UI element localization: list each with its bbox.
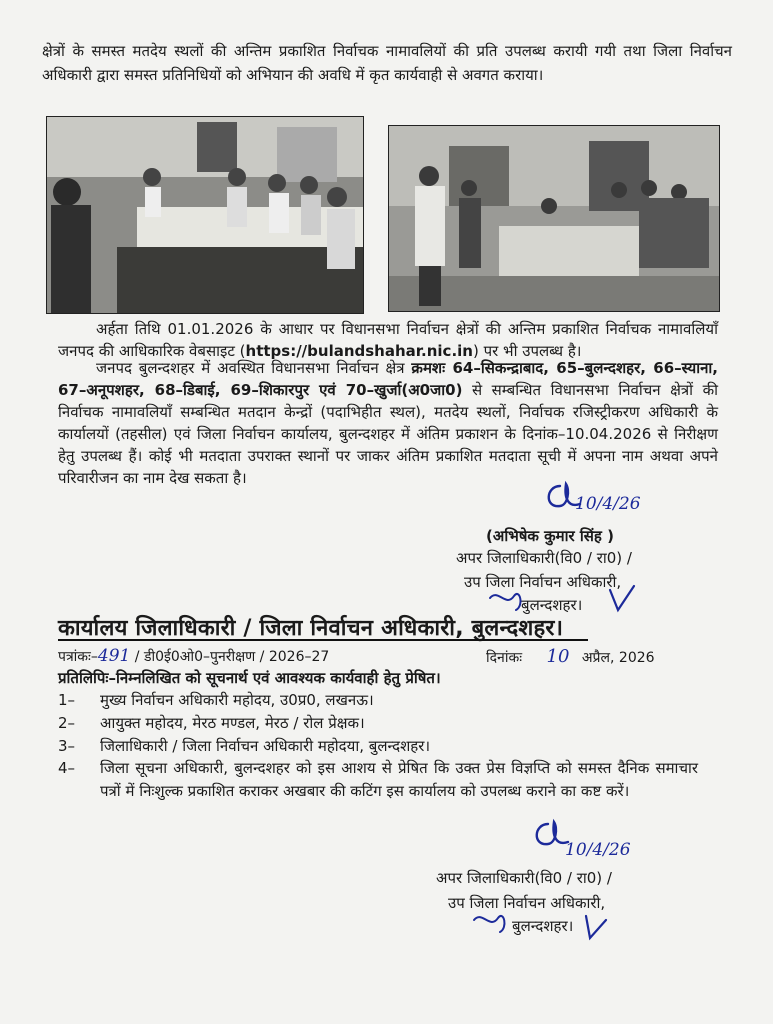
office-heading: कार्यालय जिलाधिकारी / जिला निर्वाचन अधिकारी, बुलन्दशहर।: [58, 616, 564, 641]
letter-number-label: पत्रांकः–: [58, 649, 98, 665]
signatory-place: बुलन्दशहर।: [521, 596, 583, 614]
letter-date: [486, 646, 655, 667]
signature-date-1: 10/4/26: [575, 494, 641, 514]
letter-date-label: दिनांकः: [486, 650, 523, 666]
intro-paragraph: क्षेत्रों के समस्त मतदेय स्थलों की अन्तिम प्रकाशित निर्वाचक नामावलियों की प्रति उपलब्ध करायी गयी तथा जिला निर्वाचन अधिकारी द्वारा समस्त प्रतिनिधियों को अभियान की अवधि में कृत कार्यवाही से अवगत कराया।: [42, 42, 732, 84]
constituency-list: क्रमशः 64–सिकन्द्राबाद, 65–बुलन्दशहर, 66–स्याना, 67–अनूपशहर, 68–डिबाई, 69–शिकारपुर एवं 70–खुर्जा(अ0जा0): [58, 359, 718, 399]
website-paragraph: [58, 318, 718, 362]
constituency-text-after: से सम्बन्धित विधानसभा निर्वाचन क्षेत्रों की निर्वाचक नामावलियाँ सम्बन्धित मतदान केन्द्रों (पदाभिहीत स्थल), मतदेय स्थलों, निर्वाचक रजिस्ट्रीकरण अधिकारी के कार्यालयों (तहसील) एवं जिला निर्वाचन कार्यालय, बुलन्दशहर में अंतिम प्रकाशन के दिनांक–10.04.2026 से निरीक्षण हेतु उपलब्ध हैं। कोई भी मतदाता उपराक्त स्थानों पर जाकर अंतिम प्रकाशित मतदाता सूची में अपना नाम अथवा अपने परिवारीजन का नाम देख सकता है।: [58, 381, 718, 487]
signatory-designation-2: उप जिला निर्वाचन अधिकारी,: [464, 573, 622, 591]
website-text-before: अर्हता तिथि 01.01.2026 के आधार पर विधानसभा निर्वाचन क्षेत्रों की अन्तिम प्रकाशित निर्वाचक नामावलियाँ जनपद की आधिकारिक वेबसाइट (: [58, 320, 718, 360]
copy-list-number: 1–: [58, 691, 76, 709]
meeting-photo-icon: [47, 117, 363, 313]
copy-list-number: 2–: [58, 714, 76, 732]
signatory-designation-1: अपर जिलाधिकारी(वि0 / रा0) /: [456, 549, 632, 567]
letter-number: [58, 646, 329, 666]
website-text-after: ) पर भी उपलब्ध है।: [472, 342, 582, 360]
copy-list-number: 4–: [58, 759, 76, 777]
signature-date-2: 10/4/26: [565, 840, 631, 860]
meeting-photo-left: [46, 116, 364, 314]
copy-heading: प्रतिलिपिः–निम्नलिखित को सूचनार्थ एवं आवश्यक कार्यवाही हेतु प्रेषित।: [58, 669, 441, 687]
copy-list-text: जिला सूचना अधिकारी, बुलन्दशहर को इस आशय से प्रेषित कि उक्त प्रेस विज्ञप्ति को समस्त दैनिक समाचार पत्रों में निःशुल्क प्रकाशित कराकर अखबार की कटिंग इस कार्यालय को उपलब्ध कराने का कष्ट करें।: [100, 759, 698, 800]
copy-list-item: [58, 735, 698, 757]
copy-list-text: आयुक्त महोदय, मेरठ मण्डल, मेरठ / रोल प्रेक्षक।: [100, 714, 365, 732]
constituency-paragraph: [58, 357, 718, 489]
meeting-photo-right: [388, 125, 720, 312]
copy-list-item: [58, 689, 698, 711]
meeting-photo-icon: [389, 126, 719, 311]
signatory-designation-2-copy: उप जिला निर्वाचन अधिकारी,: [448, 894, 606, 912]
heading-underline: [58, 639, 588, 641]
copy-list-text: जिलाधिकारी / जिला निर्वाचन अधिकारी महोदया, बुलन्दशहर।: [100, 737, 431, 755]
signature-scribble-2: [470, 904, 620, 944]
letter-date-handwritten: 10: [546, 646, 570, 667]
constituency-text-before: जनपद बुलन्दशहर में अवस्थित विधानसभा निर्वाचन क्षेत्र: [96, 359, 412, 377]
copy-list-item: [58, 757, 698, 827]
signatory-name: (अभिषेक कुमार सिंह ): [486, 527, 614, 545]
copy-list-item: [58, 712, 698, 734]
signatory-designation-1-copy: अपर जिलाधिकारी(वि0 / रा0) /: [436, 869, 612, 887]
letter-date-month-year: अप्रैल, 2026: [581, 650, 655, 666]
website-link[interactable]: https://bulandshahar.nic.in: [245, 342, 473, 360]
copy-list-number: 3–: [58, 737, 76, 755]
letter-number-handwritten: 491: [97, 646, 131, 666]
copy-list-text: मुख्य निर्वाचन अधिकारी महोदय, उ0प्र0, लखनऊ।: [100, 691, 374, 709]
letter-number-reference: / डी0ई0ओ0–पुनरीक्षण / 2026–27: [130, 649, 330, 665]
signatory-place-copy: बुलन्दशहर।: [512, 917, 574, 935]
